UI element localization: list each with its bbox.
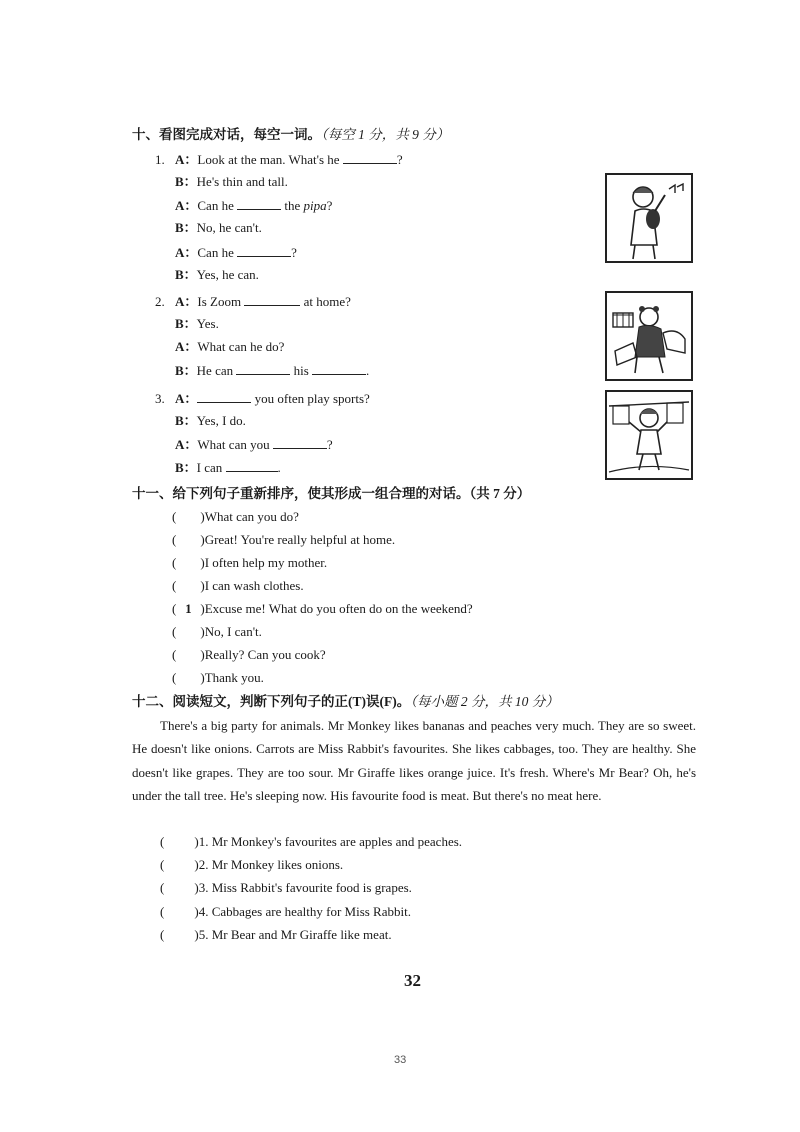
dialogue-2-line-3 — [175, 339, 284, 355]
speaker-label: B： — [175, 174, 197, 189]
bracket-open: ( — [172, 647, 177, 662]
sentence-text: He can — [196, 363, 234, 378]
speaker-label: A： — [175, 294, 198, 309]
speaker-label: B： — [175, 413, 197, 428]
sentence-end: ? — [326, 437, 333, 452]
speaker-label: B： — [175, 460, 197, 475]
section-10-title: 十、看图完成对话，每空一词。 — [132, 127, 321, 142]
tf-answer-slot[interactable] — [164, 857, 194, 869]
dialogue-3-line-4 — [175, 459, 281, 476]
answer-blank[interactable] — [343, 151, 397, 164]
picture-girl-sports — [605, 390, 693, 480]
sentence-text: Can he — [197, 245, 234, 260]
judgement-item — [160, 927, 392, 943]
bracket-open: ( — [160, 927, 165, 942]
bracket-open: ( — [172, 578, 177, 593]
speaker-label: B： — [175, 316, 197, 331]
bracket-close: ) — [200, 670, 205, 685]
sentence-text: Look at the man. What's he — [197, 152, 340, 167]
dialogue-3-line-3 — [175, 436, 333, 453]
section-11-title: 十一、给下列句子重新排序，使其形成一组合理的对话。（共 7 分） — [132, 486, 531, 501]
bracket-close: ) — [200, 532, 205, 547]
sentence-text: Can he — [197, 198, 234, 213]
bracket-close: ) — [200, 578, 205, 593]
bracket-close: ) — [194, 880, 199, 895]
dialogue-1-line-5 — [175, 244, 297, 261]
answer-blank[interactable] — [226, 459, 278, 472]
dialogue-2-number: 2. — [155, 294, 165, 309]
bracket-close: ) — [200, 601, 205, 616]
order-answer-slot[interactable] — [176, 578, 200, 590]
bracket-open: ( — [172, 624, 177, 639]
sentence-text: Yes, he can. — [196, 267, 259, 282]
order-answer-slot[interactable] — [176, 532, 200, 544]
dialogue-2-line-2 — [175, 316, 219, 332]
ordering-sentence: Great! You're really helpful at home. — [204, 532, 396, 547]
speaker-label: A： — [175, 391, 198, 406]
speaker-label: B： — [175, 220, 197, 235]
dialogue-1-number: 1. — [155, 152, 165, 167]
tf-answer-slot[interactable] — [164, 927, 194, 939]
bracket-close: ) — [200, 647, 205, 662]
tf-answer-slot[interactable] — [164, 904, 194, 916]
dialogue-3-line-2 — [175, 413, 246, 429]
answer-blank[interactable] — [244, 293, 300, 306]
sentence-text: No, he can't. — [196, 220, 262, 235]
dialogue-3-line-1 — [155, 390, 370, 407]
bracket-open: ( — [172, 532, 177, 547]
judgement-item — [160, 880, 412, 896]
bracket-close: ) — [200, 624, 205, 639]
ordering-sentence: I often help my mother. — [204, 555, 328, 570]
order-answer-slot[interactable] — [176, 624, 200, 636]
ordering-sentence: No, I can't. — [204, 624, 262, 639]
judgement-sentence: 1. Mr Monkey's favourites are apples and peaches. — [198, 834, 463, 849]
bracket-open: ( — [172, 601, 177, 616]
sentence-text: Is Zoom — [197, 294, 242, 309]
sentence-text: Yes, I do. — [196, 413, 246, 428]
ordering-item — [172, 532, 395, 548]
bracket-open: ( — [160, 857, 165, 872]
sentence-end: you often play sports? — [254, 391, 370, 406]
order-answer-slot[interactable] — [176, 509, 200, 521]
tf-answer-slot[interactable] — [164, 834, 194, 846]
sentence-end: . — [366, 363, 370, 378]
bracket-close: ) — [194, 927, 199, 942]
ordering-item — [172, 624, 262, 640]
speaker-label: B： — [175, 363, 197, 378]
dialogue-3-number: 3. — [155, 391, 165, 406]
sentence-text: What can he do? — [197, 339, 285, 354]
judgement-sentence: 2. Mr Monkey likes onions. — [198, 857, 344, 872]
speaker-label: A： — [175, 198, 198, 213]
footer-page-number: 33 — [394, 1054, 407, 1066]
dialogue-1-line-4 — [175, 220, 262, 236]
sentence-end: at home? — [303, 294, 351, 309]
judgement-item — [160, 857, 343, 873]
speaker-label: A： — [175, 245, 198, 260]
bracket-open: ( — [172, 509, 177, 524]
dialogue-1-line-1 — [155, 151, 403, 168]
answer-blank[interactable] — [197, 390, 251, 403]
ordering-sentence: What can you do? — [204, 509, 299, 524]
speaker-label: A： — [175, 339, 198, 354]
sentence-text: He's thin and tall. — [196, 174, 288, 189]
judgement-item — [160, 904, 411, 920]
bracket-close: ) — [194, 904, 199, 919]
dialogue-2-line-4 — [175, 362, 369, 379]
ordering-sentence: Really? Can you cook? — [204, 647, 326, 662]
dialogue-2-line-1 — [155, 293, 351, 310]
reading-passage: There's a big party for animals. Mr Monkey likes bananas and peaches very much. They are so sweet. He doesn't like onions. Carrots are Miss Rabbit's favourites. She likes cabbages, too. They are healthy. She doesn't like grapes. They are too sour. Mr Giraffe likes orange juice. It's fresh. Where's Mr Bear? Oh, he's under the tall tree. He's sleeping now. His favourite food is meat. But there's no meat here. — [132, 718, 696, 804]
sentence-text: Yes. — [196, 316, 219, 331]
speaker-label: A： — [175, 152, 198, 167]
bracket-close: ) — [194, 857, 199, 872]
printed-page-number: 32 — [404, 971, 421, 990]
answer-blank[interactable] — [237, 244, 291, 257]
bracket-close: ) — [200, 555, 205, 570]
ordering-item — [172, 578, 304, 594]
section-12-score: （每小题 2 分，共 10 分） — [410, 694, 559, 709]
order-answer-slot[interactable] — [176, 647, 200, 659]
section-10-heading — [132, 127, 449, 143]
bracket-open: ( — [160, 904, 165, 919]
section-12-title: 十二、阅读短文，判断下列句子的正(T)误(F)。 — [132, 694, 411, 709]
answer-blank[interactable] — [237, 197, 281, 210]
picture-man-playing-pipa — [605, 173, 693, 263]
bracket-close: ) — [194, 834, 199, 849]
speaker-label: A： — [175, 437, 198, 452]
sentence-end: ? — [396, 152, 403, 167]
girl-washing-clothes-icon — [607, 392, 691, 478]
order-answer-slot[interactable] — [176, 555, 200, 567]
dialogue-1-line-2 — [175, 174, 288, 190]
ordering-item — [172, 647, 326, 663]
sentence-text: the — [284, 198, 301, 213]
answer-blank[interactable] — [312, 362, 366, 375]
judgement-sentence: 5. Mr Bear and Mr Giraffe like meat. — [198, 927, 392, 942]
judgement-sentence: 4. Cabbages are healthy for Miss Rabbit. — [198, 904, 411, 919]
ordering-item — [172, 601, 473, 617]
sentence-end: ? — [291, 245, 297, 260]
judgement-item — [160, 834, 462, 850]
picture-zoom-at-home — [605, 291, 693, 381]
bracket-open: ( — [172, 670, 177, 685]
sentence-end: ? — [326, 198, 333, 213]
sentence-word: pipa — [303, 198, 327, 213]
speaker-label: B： — [175, 267, 197, 282]
section-10-score: （每空 1 分，共 9 分） — [321, 127, 450, 142]
bear-cooking-icon — [607, 293, 691, 379]
dialogue-1-line-6 — [175, 267, 259, 283]
ordering-item — [172, 509, 299, 525]
sentence-end: . — [277, 460, 281, 475]
answer-blank[interactable] — [236, 362, 290, 375]
tf-answer-slot[interactable] — [164, 880, 194, 892]
bracket-close: ) — [200, 509, 205, 524]
sentence-text: his — [293, 363, 309, 378]
man-playing-pipa-icon — [607, 175, 691, 261]
bracket-open: ( — [160, 880, 165, 895]
order-answer-slot[interactable]: 1 — [185, 601, 192, 616]
bracket-open: ( — [172, 555, 177, 570]
order-answer-slot[interactable] — [176, 670, 200, 682]
judgement-sentence: 3. Miss Rabbit's favourite food is grapes. — [198, 880, 412, 895]
ordering-item — [172, 555, 327, 571]
section-12-heading — [132, 694, 559, 710]
answer-blank[interactable] — [273, 436, 327, 449]
bracket-open: ( — [160, 834, 165, 849]
ordering-sentence: I can wash clothes. — [204, 578, 304, 593]
ordering-sentence: Thank you. — [204, 670, 264, 685]
dialogue-1-line-3 — [175, 197, 332, 214]
ordering-sentence: Excuse me! What do you often do on the weekend? — [204, 601, 473, 616]
ordering-item — [172, 670, 264, 686]
sentence-text: What can you — [197, 437, 270, 452]
sentence-text: I can — [196, 460, 223, 475]
